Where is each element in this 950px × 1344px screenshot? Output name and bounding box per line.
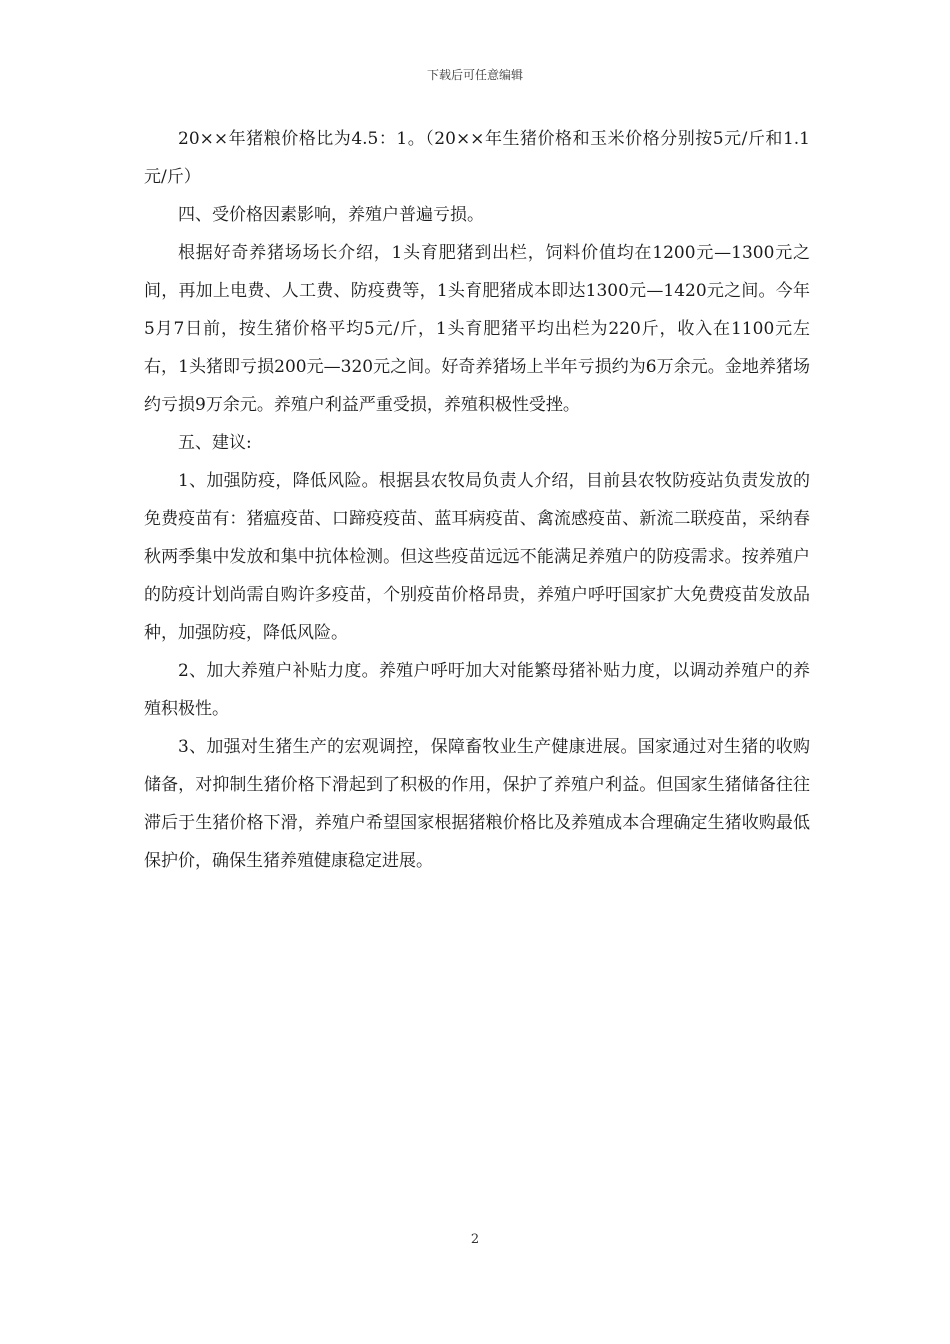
page-header: 下载后可任意编辑 (426, 68, 523, 82)
paragraph-price-ratio: 20××年猪粮价格比为4.5：1。（20××年生猪价格和玉米价格分别按5元/斤和1.1元/斤） (144, 129, 810, 187)
paragraph-suggestion-2: 2、加大养殖户补贴力度。养殖户呼吁加大对能繁母猪补贴力度，以调动养殖户的养殖积极性。 (144, 661, 810, 719)
section-heading-suggestions: 五、建议: (178, 433, 252, 453)
page-number: 2 (470, 1232, 480, 1247)
body-text (144, 120, 810, 880)
section-heading-losses: 四、受价格因素影响，养殖户普遍亏损。 (178, 205, 484, 225)
paragraph-suggestion-3: 3、加强对生猪生产的宏观调控，保障畜牧业生产健康进展。国家通过对生猪的收购储备，对抑制生猪价格下滑起到了积极的作用，保护了养殖户利益。但国家生猪储备往往滞后于生猪价格下滑，养殖户希望国家根据猪粮价格比及养殖成本合理确定生猪收购最低保护价，确保生猪养殖健康稳定进展。 (144, 737, 810, 871)
paragraph-losses-detail: 根据好奇养猪场场长介绍，1头育肥猪到出栏，饲料价值均在1200元—1300元之间，再加上电费、人工费、防疫费等，1头育肥猪成本即达1300元—1420元之间。今年5月7日前，按生猪价格平均5元/斤，1头育肥猪平均出栏为220斤，收入在1100元左右，1头猪即亏损200元—320元之间。好奇养猪场上半年亏损约为6万余元。金地养猪场约亏损9万余元。养殖户利益严重受损，养殖积极性受挫。 (144, 243, 810, 415)
paragraph-suggestion-1: 1、加强防疫，降低风险。根据县农牧局负责人介绍，目前县农牧防疫站负责发放的免费疫苗有：猪瘟疫苗、口蹄疫疫苗、蓝耳病疫苗、禽流感疫苗、新流二联疫苗，采纳春秋两季集中发放和集中抗体检测。但这些疫苗远远不能满足养殖户的防疫需求。按养殖户的防疫计划尚需自购许多疫苗，个别疫苗价格昂贵，养殖户呼吁国家扩大免费疫苗发放品种，加强防疫，降低风险。 (144, 471, 810, 643)
